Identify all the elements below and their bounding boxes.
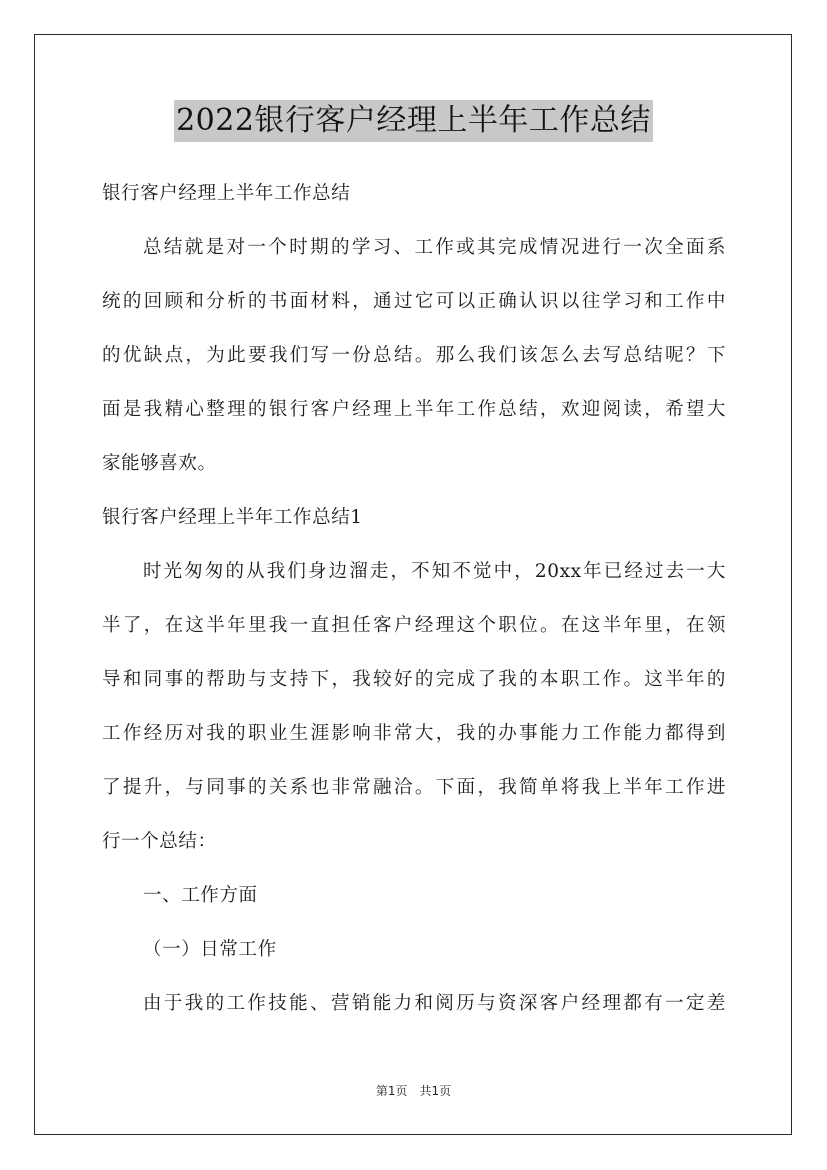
document-body — [102, 172, 726, 1036]
paragraph-line: 由于我的工作技能、营销能力和阅历与资深客户经理都有一定差 — [143, 993, 726, 1014]
paragraph-line: 家能够喜欢。 — [102, 453, 217, 474]
paragraph-line: 的优缺点，为此要我们写一份总结。那么我们该怎么去写总结呢？下 — [102, 345, 726, 366]
paragraph-line: 总结就是对一个时期的学习、工作或其完成情况进行一次全面系 — [143, 237, 726, 258]
title-wrap — [0, 100, 827, 142]
heading-daily-work: （一）日常工作 — [143, 939, 277, 960]
heading-work: 一、工作方面 — [143, 885, 258, 906]
paragraph-line: 导和同事的帮助与支持下，我较好的完成了我的本职工作。这半年的 — [102, 669, 726, 690]
paragraph-line: 了提升，与同事的关系也非常融洽。下面，我简单将我上半年工作进 — [102, 777, 726, 798]
document-title: 2022银行客户经理上半年工作总结 — [174, 100, 653, 142]
paragraph-line: 半了，在这半年里我一直担任客户经理这个职位。在这半年里，在领 — [102, 615, 726, 636]
page-footer: 第1页 共1页 — [375, 1084, 452, 1098]
subtitle-line: 银行客户经理上半年工作总结 — [102, 183, 351, 204]
paragraph-line: 时光匆匆的从我们身边溜走，不知不觉中，20xx年已经过去一大 — [143, 561, 726, 582]
paragraph-line: 行一个总结： — [102, 831, 217, 852]
paragraph-line: 面是我精心整理的银行客户经理上半年工作总结，欢迎阅读，希望大 — [102, 399, 726, 420]
paragraph-line: 统的回顾和分析的书面材料，通过它可以正确认识以往学习和工作中 — [102, 291, 726, 312]
section-heading: 银行客户经理上半年工作总结1 — [102, 507, 363, 528]
paragraph-line: 工作经历对我的职业生涯影响非常大，我的办事能力工作能力都得到 — [102, 723, 726, 744]
